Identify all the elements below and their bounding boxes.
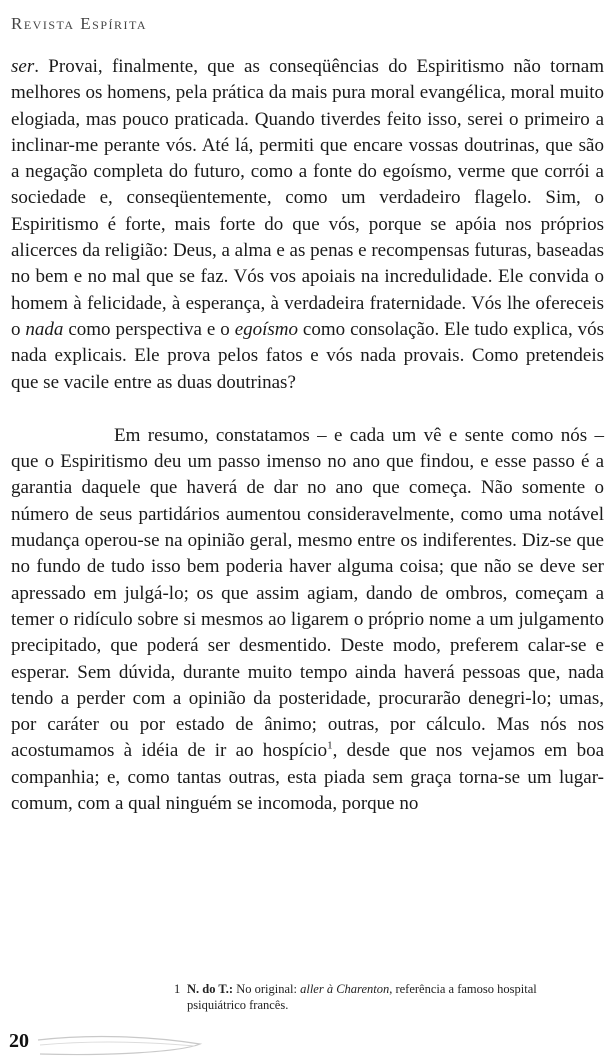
footnote-text-a: No original: [233,982,301,996]
italic-word-nada: nada [25,318,64,340]
paragraph-1 [11,54,604,396]
italic-word-ser: ser [11,56,35,77]
running-header: Revista Espírita [11,14,148,33]
paragraph-1-text-b: como perspectiva e o [63,318,235,340]
body-text [11,54,604,817]
footnote-text-b: , referência a famoso hospital [389,982,537,996]
footnote-italic: aller à Charenton [300,982,390,996]
page-number: 20 [9,1030,29,1052]
italic-word-egoismo: egoísmo [234,318,299,340]
footnote-number: 1 [174,982,181,996]
paragraph-2-text-b: , desde que nos vejamos em boa companhia; e, como tantas outras, esta piada sem graça torna-se um lugar-comum, com a qual ninguém se incomoda, porque no [11,740,604,815]
footnote-line-1 [174,981,606,997]
paragraph-2 [11,423,604,817]
paragraph-2-text-a: Em resumo, constatamos – e cada um vê e sente como nós – que o Espiritismo deu um passo imenso no ano que findou, e esse passo é a garantia daquele que haverá de dar no ano que começa. Não somente o número de seus partidários aumentou consideravelmente, como uma notável mudança operou-se na opinião geral, mesmo entre os indiferentes. Diz-se que no fundo de tudo isso bem poderia haver alguma coisa; que não se deve ser apressado em julgá-lo; os que assim agiam, dando de ombros, começam a temer o ridículo sobre si mesmos ao ligarem o próprio nome a um julgamento precipitado, que poderá ser desmentido. Deste modo, preferem calar-se e esperar. Sem dúvida, durante muito tempo ainda haverá pessoas que, nada tendo a perder com a opinião da posteridade, procurarão denegri-lo; umas, por caráter ou por estado de ânimo; outras, por cálculo. Mas nós nos acostumamos à idéia de ir ao hospício [11,424,604,762]
paragraph-1-text-c: como consolação. Ele tudo explica, vós nada explicais. Ele prova pelos fatos e vós nada provais. Como pretendeis que se vacile entre as duas doutrinas? [11,318,605,393]
footnote-line-2: psiquiátrico francês. [187,998,289,1012]
footnote [174,981,606,1013]
footnote-reference: 1 [327,740,333,753]
footnote-label: N. do T.: [187,982,234,996]
paragraph-1-text-a: . Provai, finalmente, que as conseqüências do Espiritismo não tornam melhores os homens, pela prática da mais pura moral evangélica, moral muito elogiada, mas pouco praticada. Quando tiverdes feito isso, serei o primeiro a inclinar-me perante vós. Até lá, permiti que encare vossas doutrinas, que são a negação completa do futuro, como a fonte do egoísmo, verme que corrói a sociedade e, conseqüentemente, como um verdadeiro flagelo. Sim, o Espiritismo é forte, mais forte do que vós, porque se apóia nos próprios alicerces da religião: Deus, a alma e as penas e recompensas futuras, baseadas no bem e no mal que se faz. Vós vos apoiais na incredulidade. Ele convida o homem à felicidade, à esperança, à verdadeira fraternidade. Vós lhe ofereceis o [11,56,604,340]
page-ornament-swoosh [0,1030,210,1060]
